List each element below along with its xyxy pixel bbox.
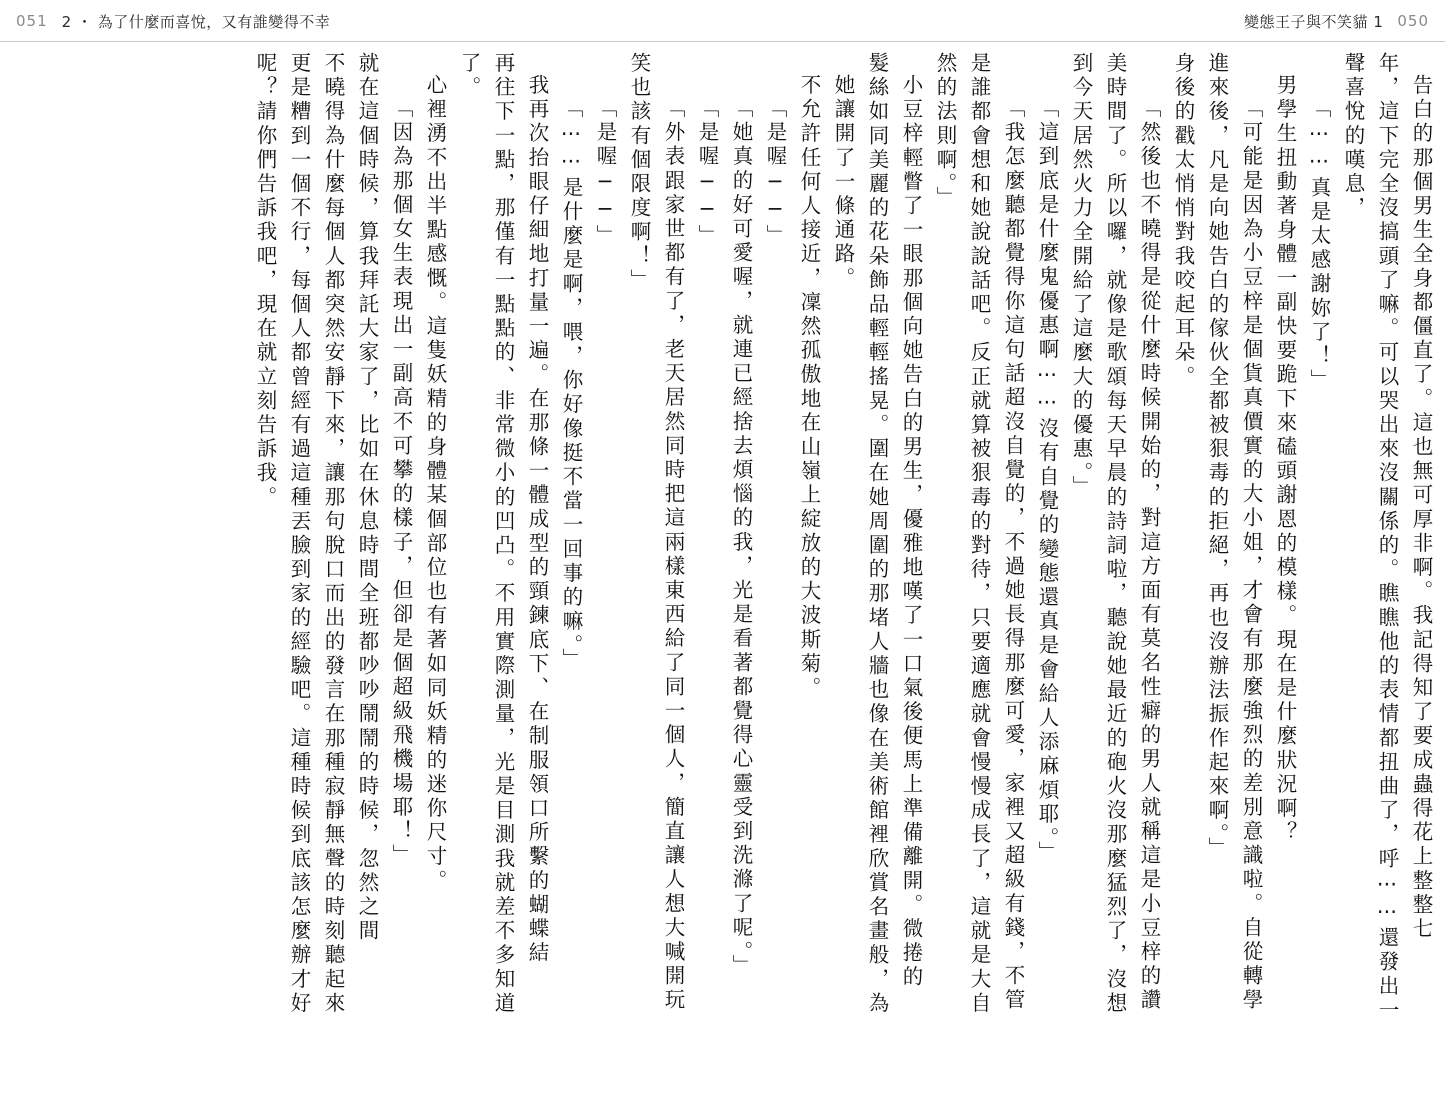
text-column: 笑也該有個限度啊！」 (627, 52, 651, 293)
running-head-left (16, 11, 330, 32)
text-column: 「我怎麼聽都覺得你這句話超沒自覺的，不過她長得那麼可愛，家裡又超級有錢，不管 (1001, 97, 1025, 1013)
text-column: 「⋯⋯真是太感謝妳了！」 (1307, 97, 1331, 394)
vertical-text-body (0, 52, 1445, 1061)
header-divider (0, 41, 1445, 42)
text-column: 「外表跟家世都有了，老天居然同時把這兩樣東西給了同一個人，簡直讓人想大喊開玩 (661, 97, 685, 1013)
text-column: 身後的戳太悄悄對我咬起耳朵。 (1171, 52, 1195, 390)
text-column: 不允許任何人接近，凜然孤傲地在山嶺上綻放的大波斯菊。 (797, 74, 821, 701)
text-column: 「可能是因為小豆梓是個貨真價實的大小姐，才會有那麼強烈的差別意識啦。自從轉學 (1239, 97, 1263, 1013)
text-column: 心裡湧不出半點感慨。這隻妖精的身體某個部位也有著如同妖精的迷你尺寸。 (423, 74, 447, 894)
book-title: 變態王子與不笑貓 1 (1244, 12, 1384, 31)
text-column: 不曉得為什麼每個人都突然安靜下來，讓那句脫口而出的發言在那種寂靜無聲的時刻聽起來 (321, 52, 345, 1016)
text-column: 「⋯⋯是什麼是啊，喂，你好像挺不當一回事的嘛。」 (559, 97, 583, 673)
text-column: 「然後也不曉得是從什麼時候開始的，對這方面有莫名性癖的男人就稱這是小豆梓的讚 (1137, 97, 1161, 1013)
running-head (0, 0, 1445, 42)
text-column: 年，這下完全沒搞頭了嘛。可以哭出來沒關係的。瞧瞧他的表情都扭曲了，呼⋯⋯還發出一 (1375, 52, 1399, 1023)
text-column: 「是喔──」 (593, 97, 617, 249)
folio-left: 051 (16, 12, 48, 30)
text-column: 「因為那個女生表現出一副高不可攀的樣子，但卻是個超級飛機場耶！」 (389, 97, 413, 869)
text-column: 美時間了。所以囉，就像是歌頌每天早晨的詩詞啦，聽說她最近的砲火沒那麼猛烈了，沒想 (1103, 52, 1127, 1016)
text-column: 「她真的好可愛喔，就連已經捨去煩惱的我，光是看著都覺得心靈受到洗滌了呢。」 (729, 97, 753, 979)
text-column: 我再次抬眼仔細地打量一遍。在那條一體成型的頸鍊底下、在制服領口所繫的蝴蝶結 (525, 74, 549, 966)
text-column: 髮絲如同美麗的花朵飾品輕輕搖晃。圍在她周圍的那堵人牆也像在美術館裡欣賞名畫般，為 (865, 52, 889, 1016)
text-column: 她讓開了一條通路。 (831, 74, 855, 291)
running-head-right (1244, 11, 1429, 32)
text-column: 進來後，凡是向她告白的傢伙全都被狠毒的拒絕，再也沒辦法振作起來啊。」 (1205, 52, 1229, 862)
text-column: 告白的那個男生全身都僵直了。這也無可厚非啊。我記得知了要成蟲得花上整整七 (1409, 74, 1433, 942)
text-column: 聲喜悅的嘆息， (1341, 52, 1365, 221)
text-column: 是誰都會想和她說說話吧。反正就算被狠毒的對待，只要適應就會慢慢成長了，這就是大自 (967, 52, 991, 1016)
text-column: 更是糟到一個不行，每個人都曾經有過這種丟臉到家的經驗吧。這種時候到底該怎麼辦才好 (287, 52, 311, 1016)
text-column: 小豆梓輕瞥了一眼那個向她告白的男生，優雅地嘆了一口氣後便馬上準備離開。微捲的 (899, 74, 923, 990)
text-column: 再往下一點，那僅有一點點的、非常微小的凹凸。不用實際測量，光是目測我就差不多知道 (491, 52, 515, 1016)
text-column: 「是喔──」 (695, 97, 719, 249)
folio-right: 050 (1397, 12, 1429, 30)
text-column: 呢？請你們告訴我吧，現在就立刻告訴我。 (253, 52, 277, 510)
text-column: 到今天居然火力全開給了這麼大的優惠。」 (1069, 52, 1093, 500)
text-column: 了。 (457, 52, 481, 101)
text-column: 然的法則啊。」 (933, 52, 957, 211)
text-column: 「這到底是什麼鬼優惠啊⋯⋯沒有自覺的變態還真是會給人添麻煩耶。」 (1035, 97, 1059, 865)
text-column: 「是喔──」 (763, 97, 787, 249)
chapter-title: 2 ・ 為了什麼而喜悅，又有誰變得不幸 (61, 12, 331, 31)
text-column: 男學生扭動著身體一副快要跪下來磕頭謝恩的模樣。現在是什麼狀況啊？ (1273, 74, 1297, 846)
text-column: 就在這個時候，算我拜託大家了，比如在休息時間全班都吵吵鬧鬧的時候，忽然之間 (355, 52, 379, 944)
